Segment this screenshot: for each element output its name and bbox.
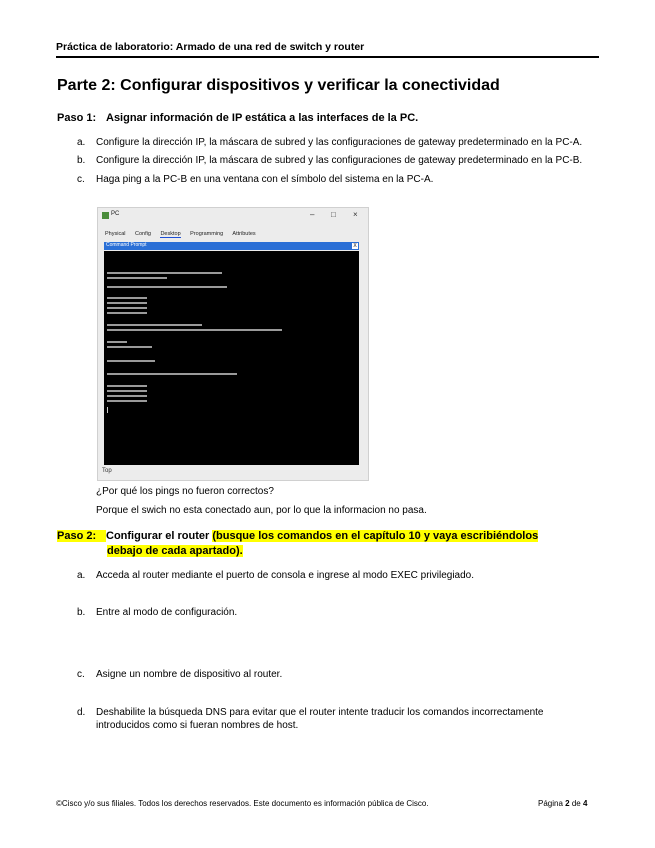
step2-number: Paso 2: xyxy=(57,530,106,542)
console-line xyxy=(107,297,147,299)
item-text: Asigne un nombre de dispositivo al router. xyxy=(96,669,283,680)
answer-text: Porque el swich no esta conectado aun, por lo que la informacion no pasa. xyxy=(96,505,427,516)
item-letter: b. xyxy=(77,155,86,166)
tab-config: Config xyxy=(135,231,151,237)
console-cursor xyxy=(107,407,108,413)
step1-title: Asignar información de IP estática a las interfaces de la PC. xyxy=(106,112,419,124)
console-line xyxy=(107,385,147,387)
item-letter: c. xyxy=(77,174,85,185)
console-line xyxy=(107,341,127,343)
item-text: Configure la dirección IP, la máscara de subred y las configuraciones de gateway predeterminado en la PC-B. xyxy=(96,155,583,166)
current-page: 2 xyxy=(565,799,570,808)
item-letter: d. xyxy=(77,707,86,718)
total-pages: 4 xyxy=(582,799,588,808)
tab-physical: Physical xyxy=(105,231,126,237)
item-letter: a. xyxy=(77,137,86,148)
item-letter: a. xyxy=(77,570,86,581)
console-line xyxy=(107,390,147,392)
window-title: PC xyxy=(111,211,120,217)
footer-copyright: ©Cisco y/o sus filiales. Todos los derechos reservados. Este documento es información pública de Cisco. xyxy=(56,799,429,808)
console-line xyxy=(107,286,227,288)
item-text: Haga ping a la PC-B en una ventana con el símbolo del sistema en la PC-A. xyxy=(96,174,434,185)
console-line xyxy=(107,400,147,402)
item-letter: c. xyxy=(77,669,85,680)
console-line xyxy=(107,312,147,314)
page-prefix: Página xyxy=(538,799,566,808)
console-output xyxy=(104,251,359,465)
tab-attributes: Attributes xyxy=(232,231,256,237)
console-line xyxy=(107,395,147,397)
page-number xyxy=(538,799,587,808)
panel-close-icon: X xyxy=(353,243,357,249)
step1-number: Paso 1: xyxy=(57,112,97,124)
console-line xyxy=(107,346,152,348)
item-text: introducidos como si fueran nombres de host. xyxy=(96,720,299,731)
part-title: Parte 2: Configurar dispositivos y verificar la conectividad xyxy=(57,77,500,94)
console-line xyxy=(107,329,282,331)
item-text: Acceda al router mediante el puerto de consola e ingrese al modo EXEC privilegiado. xyxy=(96,570,474,581)
console-line xyxy=(107,373,237,375)
item-text: Deshabilite la búsqueda DNS para evitar que el router intente traducir los comandos incorrectamente xyxy=(96,707,544,718)
page-mid: de xyxy=(569,799,583,808)
console-line xyxy=(107,277,167,279)
pc-icon xyxy=(102,212,109,219)
tab-bar xyxy=(105,231,264,237)
command-prompt-title: Command Prompt xyxy=(106,242,147,248)
step2-heading xyxy=(57,530,538,542)
item-text: Entre al modo de configuración. xyxy=(96,607,238,618)
maximize-icon: □ xyxy=(331,210,336,219)
command-prompt-titlebar xyxy=(104,242,359,250)
tab-programming: Programming xyxy=(190,231,224,237)
console-line xyxy=(107,360,155,362)
step1-heading xyxy=(57,112,418,124)
console-line xyxy=(107,272,222,274)
close-icon: × xyxy=(353,210,358,219)
minimize-icon: – xyxy=(310,210,315,219)
step2-highlight-2: debajo de cada apartado). xyxy=(107,545,243,557)
tab-desktop: Desktop xyxy=(160,231,181,237)
step2-highlight-1: (busque los comandos en el capítulo 10 y vaya escribiéndolos xyxy=(212,530,539,542)
question-text: ¿Por qué los pings no fueron correctos? xyxy=(96,486,274,497)
console-line xyxy=(107,324,202,326)
step2-title: Configurar el router xyxy=(106,530,210,542)
console-line xyxy=(107,302,147,304)
step2-item-d-cont xyxy=(96,720,298,731)
item-letter: b. xyxy=(77,607,86,618)
item-text: Configure la dirección IP, la máscara de subred y las configuraciones de gateway predeterminado en la PC-A. xyxy=(96,137,583,148)
pc-window-screenshot xyxy=(97,207,369,481)
header-title: Práctica de laboratorio: Armado de una red de switch y router xyxy=(56,41,365,53)
step2-heading-cont xyxy=(107,545,243,557)
header-rule xyxy=(56,56,599,58)
console-line xyxy=(107,307,147,309)
window-footer: Top xyxy=(102,468,112,474)
